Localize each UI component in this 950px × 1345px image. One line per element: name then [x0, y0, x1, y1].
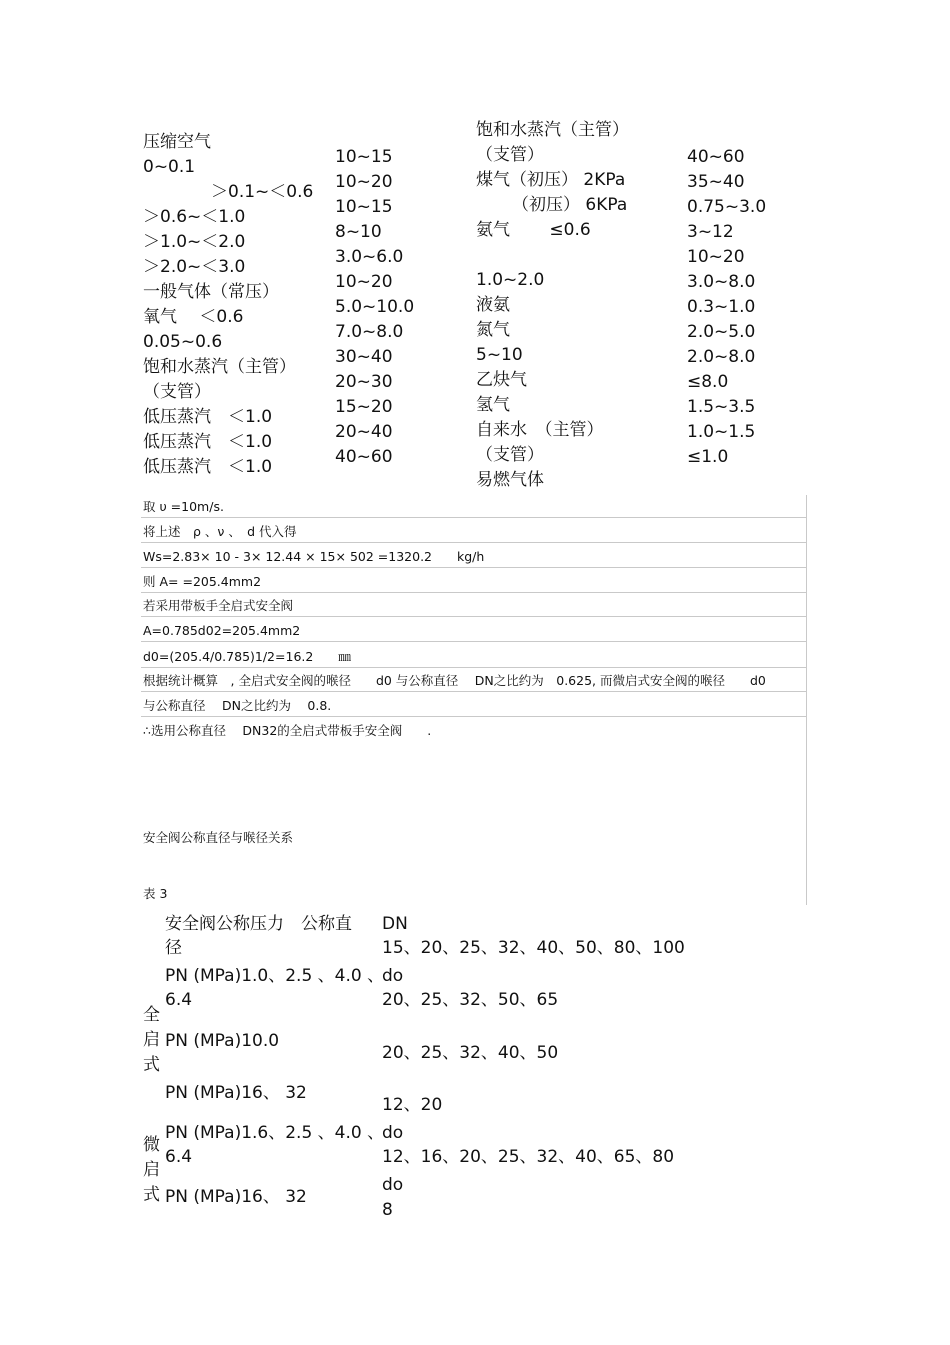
calc-line: 则 A= =205.4mm2	[141, 571, 807, 593]
medium-label: 煤气（初压） 2KPa	[476, 170, 626, 190]
medium-label: 低压蒸汽 ＜1.0	[143, 432, 273, 452]
medium-label: ＞0.6~＜1.0	[143, 207, 246, 227]
medium-label: 氧气 ＜0.6	[143, 307, 244, 327]
speed-value: 2.0~5.0	[687, 322, 756, 342]
calc-line: ∴选用公称直径 DN32的全启式带板手安全阀 .	[143, 723, 432, 738]
row-pressure: PN (MPa)1.6、2.5 、4.0 、	[165, 1123, 385, 1143]
row-do: 12、16、20、25、32、40、65、80	[382, 1147, 675, 1167]
medium-label: 液氨	[476, 295, 510, 315]
speed-value: 0.75~3.0	[687, 197, 767, 217]
velocity-col-speed-right	[687, 145, 766, 470]
speed-value: 7.0~8.0	[335, 322, 404, 342]
medium-label: 氮气	[476, 320, 510, 340]
medium-label: 乙炔气	[476, 370, 527, 390]
header-pressure: 安全阀公称压力 公称直	[165, 914, 352, 934]
row-do: do	[382, 1175, 404, 1195]
velocity-col-speed-left	[335, 145, 414, 470]
medium-label: 低压蒸汽 ＜1.0	[143, 457, 273, 477]
speed-value: 3.0~8.0	[687, 272, 756, 292]
medium-label: 氢气	[476, 395, 510, 415]
speed-value: ≤1.0	[687, 447, 729, 467]
calc-line: 将上述 ρ 、ν 、 d 代入得	[141, 521, 807, 543]
row-do: 20、25、32、50、65	[382, 990, 559, 1010]
calc-line: 若采用带板手全启式安全阀	[141, 595, 807, 617]
row-pressure: 6.4	[165, 990, 193, 1010]
speed-value: 35~40	[687, 172, 745, 192]
speed-value: 20~40	[335, 422, 393, 442]
speed-value: 2.0~8.0	[687, 347, 756, 367]
speed-value: 1.5~3.5	[687, 397, 756, 417]
speed-value: 20~30	[335, 372, 393, 392]
row-pressure: 6.4	[165, 1147, 193, 1167]
speed-value: 1.0~1.5	[687, 422, 756, 442]
speed-value: 3~12	[687, 222, 734, 242]
medium-label: 自来水 （主管）	[476, 420, 604, 440]
speed-value: 10~15	[335, 197, 393, 217]
calc-line: 取 υ =10m/s.	[141, 496, 807, 518]
medium-label: 饱和水蒸汽（主管）	[476, 120, 629, 140]
medium-label: 易燃气体	[476, 470, 544, 490]
speed-value: 10~15	[335, 147, 393, 167]
group-label-full-lift: 全启式	[143, 1005, 160, 1075]
medium-label: ＞0.1~＜0.6	[211, 182, 314, 202]
row-pressure: PN (MPa)16、 32	[165, 1083, 307, 1103]
speed-value: 8~10	[335, 222, 382, 242]
calc-line: Ws=2.83× 10 - 3× 12.44 × 15× 502 =1320.2 kg/h	[141, 546, 807, 568]
medium-label: ＞2.0~＜3.0	[143, 257, 246, 277]
medium-label: （支管）	[476, 445, 544, 465]
medium-label: 0~0.1	[143, 157, 196, 177]
calc-line: A=0.785d02=205.4mm2	[141, 620, 807, 642]
header-dn: 15、20、25、32、40、50、80、100	[382, 938, 685, 958]
row-pressure: PN (MPa)16、 32	[165, 1187, 307, 1207]
medium-label: 压缩空气	[143, 132, 211, 152]
medium-label: 1.0~2.0	[476, 270, 545, 290]
medium-label: 0.05~0.6	[143, 332, 223, 352]
speed-value: 0.3~1.0	[687, 297, 756, 317]
medium-label: （支管）	[476, 145, 544, 165]
speed-value: ≤8.0	[687, 372, 729, 392]
medium-label: 一般气体（常压）	[143, 282, 279, 302]
velocity-col-medium-left	[143, 130, 314, 480]
speed-value: 40~60	[687, 147, 745, 167]
row-do: 12、20	[382, 1095, 443, 1115]
group-label-low-lift: 微启式	[143, 1135, 160, 1205]
calc-line: 根据统计概算 , 全启式安全阀的喉径 d0 与公称直径 DN之比约为 0.625, 而微启式安全阀的喉径 d0	[141, 670, 807, 692]
medium-label: ＞1.0~＜2.0	[143, 232, 246, 252]
medium-label: 5~10	[476, 345, 523, 365]
row-do: do	[382, 1123, 404, 1143]
row-pressure: PN (MPa)1.0、2.5 、4.0 、	[165, 966, 385, 986]
row-do: 8	[382, 1200, 393, 1220]
speed-value: 30~40	[335, 347, 393, 367]
row-do: 20、25、32、40、50	[382, 1043, 559, 1063]
medium-label: 氨气 ≤0.6	[476, 220, 591, 240]
header-pressure: 径	[165, 938, 182, 958]
speed-value: 10~20	[687, 247, 745, 267]
calc-line: d0=(205.4/0.785)1/2=16.2 ㎜	[141, 646, 807, 668]
speed-value: 15~20	[335, 397, 393, 417]
medium-label: 低压蒸汽 ＜1.0	[143, 407, 273, 427]
row-pressure: PN (MPa)10.0	[165, 1031, 280, 1051]
table-label: 表 3	[143, 886, 168, 901]
speed-value: 40~60	[335, 447, 393, 467]
speed-value: 5.0~10.0	[335, 297, 415, 317]
header-dn: DN	[382, 914, 408, 934]
medium-label: （支管）	[143, 382, 211, 402]
speed-value: 10~20	[335, 272, 393, 292]
medium-label: 饱和水蒸汽（主管）	[143, 357, 296, 377]
calc-line: 与公称直径 DN之比约为 0.8.	[141, 695, 807, 717]
medium-label	[476, 243, 629, 268]
velocity-col-medium-right	[476, 118, 629, 493]
calculation-block	[141, 496, 807, 906]
speed-value: 10~20	[335, 172, 393, 192]
medium-label: （初压） 6KPa	[512, 195, 628, 215]
relation-title: 安全阀公称直径与喉径关系	[143, 830, 294, 845]
row-do: do	[382, 966, 404, 986]
speed-value: 3.0~6.0	[335, 247, 404, 267]
